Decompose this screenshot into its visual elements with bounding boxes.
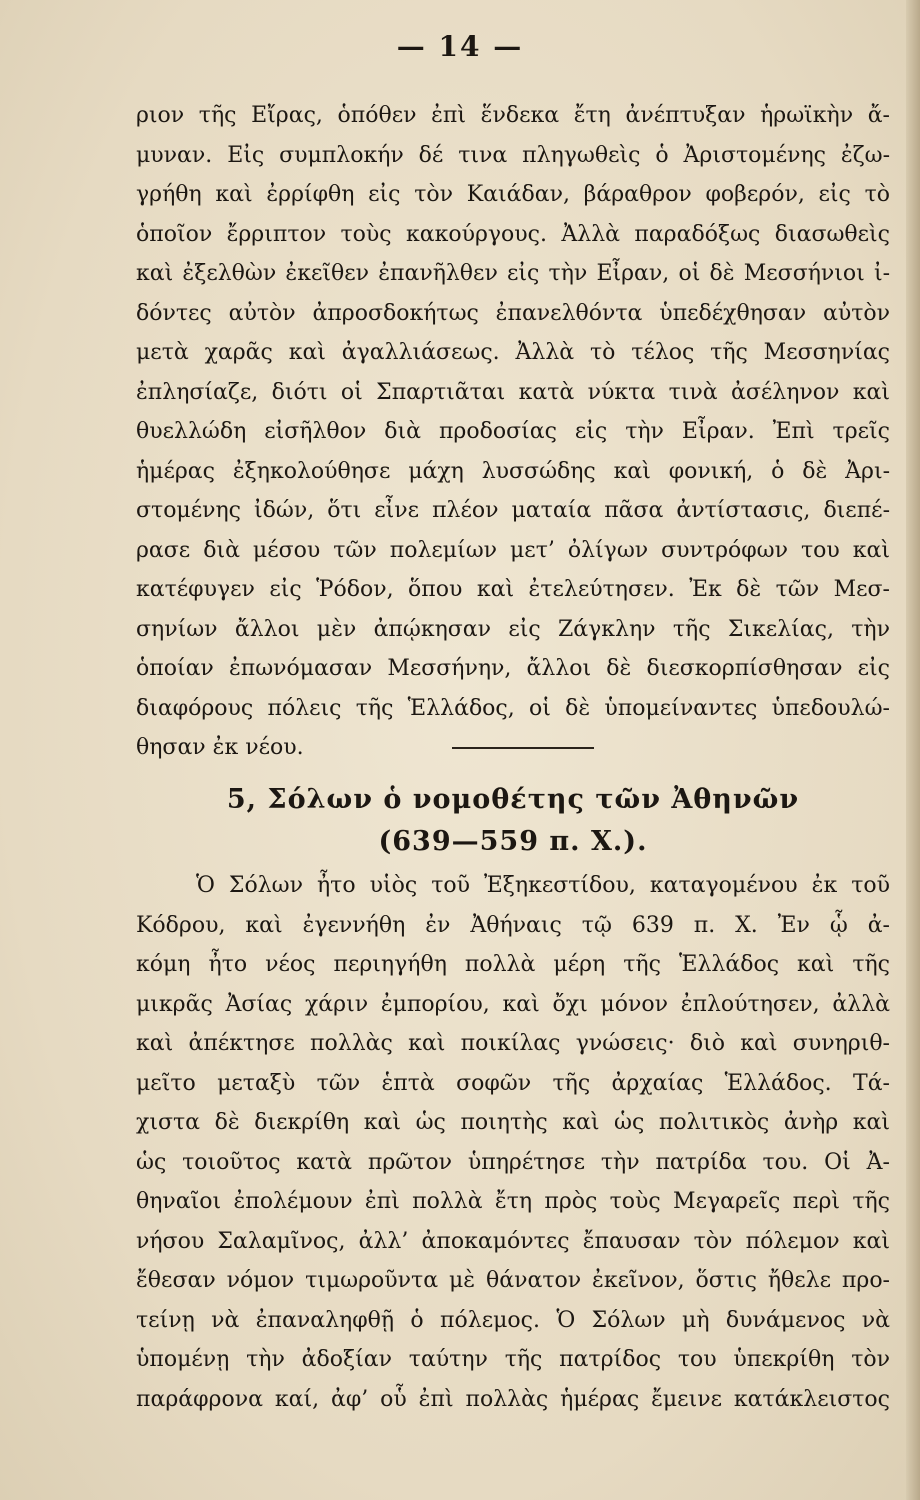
text-line: θυελλώδη εἰσῆλθον διὰ προδοσίας εἰς τὴν Εἶραν. Ἐπὶ τρεῖς: [136, 419, 890, 444]
text-line: παράφρονα καί, ἀφ’ οὗ ἐπὶ πολλὰς ἡμέρας ἔμεινε κατάκλειστος: [136, 1386, 890, 1412]
section-heading-title: 5, Σόλων ὁ νομοθέτης τῶν Ἀθηνῶν: [226, 784, 800, 815]
text-line: χιστα δὲ διεκρίθη καὶ ὡς ποιητὴς καὶ ὡς πολιτικὸς ἀνὴρ καὶ: [136, 1110, 890, 1135]
text-line: ὁποίαν ἐπωνόμασαν Μεσσήνην, ἄλλοι δὲ διεσκορπίσθησαν εἰς: [136, 656, 890, 681]
text-line: τείνῃ νὰ ἐπαναληφθῇ ὁ πόλεμος. Ὁ Σόλων μὴ δυνάμενος νὰ: [136, 1307, 890, 1333]
page-number: — 14 —: [396, 30, 524, 63]
text-line: ἐπλησίαζε, διότι οἱ Σπαρτιᾶται κατὰ νύκτα τινὰ ἀσέληνον καὶ: [136, 379, 890, 405]
text-line: μυναν. Εἰς συμπλοκήν δέ τινα πληγωθεὶς ὁ Ἀριστομένης ἐζω-: [136, 142, 890, 168]
text-line: διαφόρους πόλεις τῆς Ἑλλάδος, οἱ δὲ ὑπομείναντες ὑπεδουλώ-: [136, 695, 890, 721]
section-heading-dates: (639—559 π. Χ.).: [378, 826, 648, 857]
text-line: ἔθεσαν νόμον τιμωροῦντα μὲ θάνατον ἐκεῖνον, ὅστις ἤθελε προ-: [136, 1268, 890, 1293]
text-line: ὡς τοιοῦτος κατὰ πρῶτον ὑπηρέτησε τὴν πατρίδα του. Οἱ Ἀ-: [136, 1149, 890, 1175]
paragraph-solon: [136, 866, 890, 1419]
text-line: μετὰ χαρᾶς καὶ ἀγαλλιάσεως. Ἀλλὰ τὸ τέλος τῆς Μεσσηνίας: [136, 340, 890, 365]
text-line: καὶ ἀπέκτησε πολλὰς καὶ ποικίλας γνώσεις· διὸ καὶ συνηριθ-: [136, 1031, 890, 1056]
text-line: νήσου Σαλαμῖνος, ἀλλ’ ἀποκαμόντες ἔπαυσαν τὸν πόλεμον καὶ: [136, 1228, 890, 1254]
section-divider: [452, 747, 594, 749]
text-line: ἡμέρας ἐξηκολούθησε μάχη λυσσώδης καὶ φονική, ὁ δὲ Ἀρι-: [136, 458, 890, 484]
paragraph-messenia: [136, 96, 890, 768]
text-line: θησαν ἐκ νέου.: [136, 735, 304, 760]
text-line: κόμη ἦτο νέος περιηγήθη πολλὰ μέρη τῆς Ἑλλάδος καὶ τῆς: [136, 952, 890, 977]
text-line: ὑπομένῃ τὴν ἀδοξίαν ταύτην τῆς πατρίδος του ὑπεκρίθη τὸν: [136, 1347, 890, 1372]
text-line: κατέφυγεν εἰς Ῥόδον, ὅπου καὶ ἐτελεύτησεν. Ἐκ δὲ τῶν Μεσ-: [136, 577, 890, 602]
text-line: σηνίων ἄλλοι μὲν ἀπῴκησαν εἰς Ζάγκλην τῆς Σικελίας, τὴν: [136, 616, 890, 642]
text-line: στομένης ἰδών, ὅτι εἶνε πλέον ματαία πᾶσα ἀντίστασις, διεπέ-: [136, 498, 890, 523]
text-line: μεῖτο μεταξὺ τῶν ἑπτὰ σοφῶν τῆς ἀρχαίας Ἑλλάδος. Τά-: [136, 1070, 890, 1096]
text-line: Ὁ Σόλων ἦτο υἱὸς τοῦ Ἐξηκεστίδου, καταγομένου ἐκ τοῦ: [196, 873, 890, 898]
text-line: μικρᾶς Ἀσίας χάριν ἐμπορίου, καὶ ὄχι μόνον ἐπλούτησεν, ἀλλὰ: [136, 991, 890, 1017]
page-edge-shadow: [906, 0, 920, 1500]
text-line: ρασε διὰ μέσου τῶν πολεμίων μετ’ ὀλίγων συντρόφων του καὶ: [136, 537, 890, 563]
text-line: θηναῖοι ἐπολέμουν ἐπὶ πολλὰ ἔτη πρὸς τοὺς Μεγαρεῖς περὶ τῆς: [136, 1189, 890, 1214]
text-line: δόντες αὐτὸν ἀπροσδοκήτως ἐπανελθόντα ὑπεδέχθησαν αὐτὸν: [136, 300, 890, 326]
text-line: γρήθη καὶ ἐρρίφθη εἰς τὸν Καιάδαν, βάραθρον φοβερόν, εἰς τὸ: [136, 182, 890, 207]
text-line: Κόδρου, καὶ ἐγεννήθη ἐν Ἀθήναις τῷ 639 π. Χ. Ἐν ᾧ ἀ-: [136, 912, 890, 938]
text-line: ριον τῆς Εἴρας, ὁπόθεν ἐπὶ ἕνδεκα ἔτη ἀνέπτυξαν ἡρωϊκὴν ἄ-: [136, 103, 890, 128]
text-line: καὶ ἐξελθὼν ἐκεῖθεν ἐπανῆλθεν εἰς τὴν Εἶραν, οἱ δὲ Μεσσήνιοι ἰ-: [136, 261, 890, 286]
text-line: ὁποῖον ἔρριπτον τοὺς κακούργους. Ἀλλὰ παραδόξως διασωθεὶς: [136, 221, 890, 247]
